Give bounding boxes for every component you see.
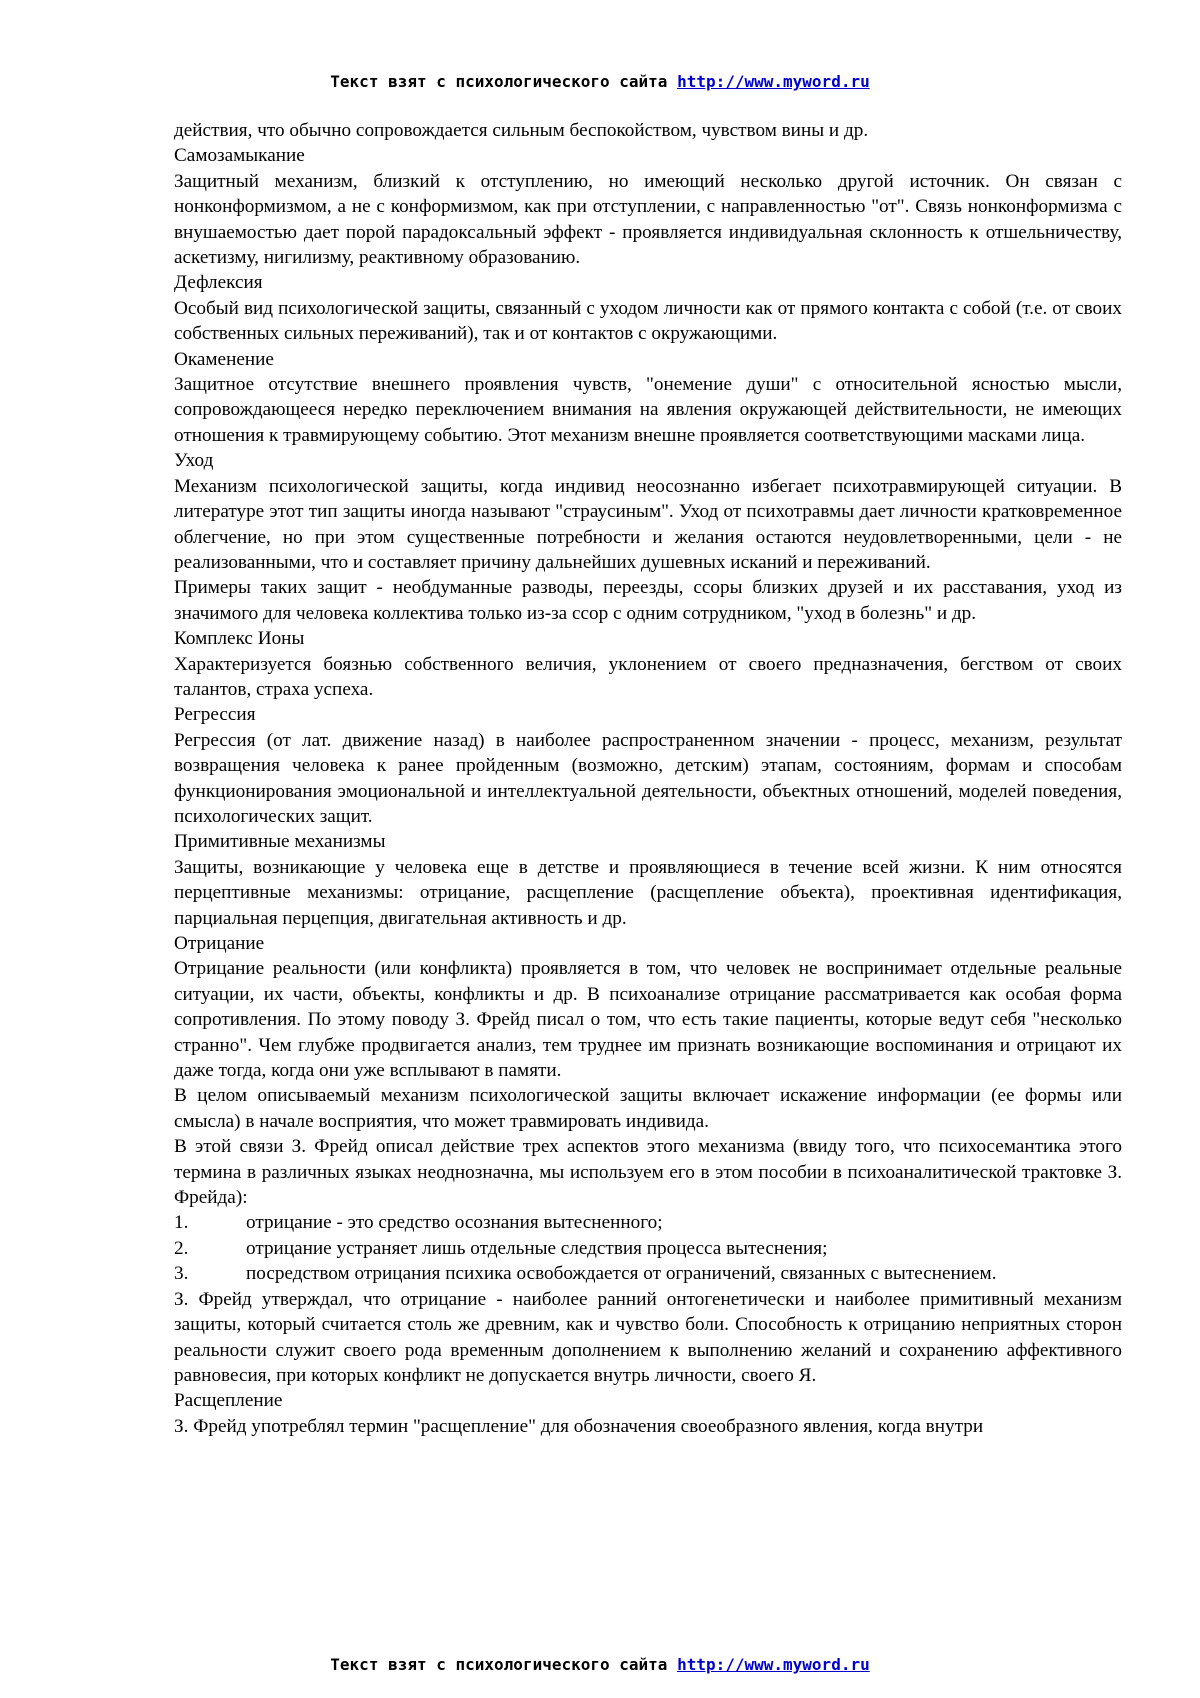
paragraph: В этой связи З. Фрейд описал действие трех аспектов этого механизма (ввиду того, что психосемантика этого термина в различных языках неоднозначна, мы используем его в этом пособии в психоаналитической трактовке З. Фрейда):	[174, 1136, 1122, 1209]
term-heading: Окаменение	[174, 348, 274, 370]
term-heading: Расщепление	[174, 1390, 283, 1412]
term-heading: Комплекс Ионы	[174, 628, 305, 650]
paragraph: Отрицание реальности (или конфликта) проявляется в том, что человек не воспринимает отдельные реальные ситуации, их части, объекты, конфликты и др. В психоанализе отрицание рассматривается как особая форма сопротивления. По этому поводу З. Фрейд писал о том, что есть такие пациенты, которые ведут себя "несколько странно". Чем глубже продвигается анализ, тем труднее им признать возникающие воспоминания и отрицают их даже тогда, когда они уже всплывают в памяти.	[174, 958, 1122, 1082]
term-heading: Дефлексия	[174, 272, 263, 294]
footer-link[interactable]: http://www.myword.ru	[677, 1655, 870, 1674]
paragraph: Примеры таких защит - необдуманные разводы, переезды, ссоры близких друзей и их расставания, уход из значимого для человека коллектива только из-за ссор с одним сотрудником, "уход в болезнь" и др.	[174, 577, 1122, 624]
paragraph: Характеризуется боязнью собственного величия, уклонением от своего предназначения, бегством от своих талантов, страха успеха.	[174, 653, 1122, 700]
list-item	[174, 1236, 1122, 1261]
list-item	[174, 1210, 1122, 1235]
footer-text: Текст взят с психологического сайта	[330, 1655, 678, 1674]
header-link[interactable]: http://www.myword.ru	[677, 72, 870, 91]
page-footer	[0, 1655, 1200, 1674]
paragraph: действия, что обычно сопровождается сильным беспокойством, чувством вины и др.	[174, 120, 869, 141]
paragraph: Защиты, возникающие у человека еще в детстве и проявляющиеся в течение всей жизни. К ним относятся перцептивные механизмы: отрицание, расщепление (расщепление объекта), проективная идентификация, парциальная перцепция, двигательная активность и др.	[174, 856, 1122, 929]
paragraph: Механизм психологической защиты, когда индивид неосознанно избегает психотравмирующей ситуации. В литературе этот тип защиты иногда называют "страусиным". Уход от психотравмы дает личности кратковременное облегчение, но при этом существенные потребности и желания остаются неудовлетворенными, цели - не реализованными, что и составляет причину дальнейших душевных исканий и переживаний.	[174, 475, 1122, 573]
document-body	[174, 118, 1122, 1439]
list-item-number: 1.	[174, 1212, 189, 1234]
term-heading: Самозамыкание	[174, 145, 305, 167]
term-heading: Уход	[174, 450, 214, 472]
paragraph: Защитное отсутствие внешнего проявления чувств, "онемение души" с относительной ясностью мысли, сопровождающееся нередко переключением внимания на явления окружающей действительности, не имеющих отношения к травмирующему событию. Этот механизм внешне проявляется соответствующими масками лица.	[174, 374, 1122, 446]
header-text: Текст взят с психологического сайта	[330, 72, 678, 91]
paragraph: Защитный механизм, близкий к отступлению, но имеющий несколько другой источник. Он связан с нонконформизмом, а не с конформизмом, как при отступлении, с направленностью "от". Связь нонконформизма с внушаемостью дает порой парадоксальный эффект - проявляется индивидуальная склонность к отшельничеству, аскетизму, нигилизму, реактивному образованию.	[174, 170, 1122, 269]
list-item-number: 3.	[174, 1263, 189, 1285]
paragraph: Регрессия (от лат. движение назад) в наиболее распространенном значении - процесс, механизм, результат возвращения человека к ранее пройденным (возможно, детским) этапам, состояниям, формам и способам функционирования эмоциональной и интеллектуальной деятельности, объектных отношений, моделей поведения, психологических защит.	[174, 729, 1122, 827]
paragraph: Особый вид психологической защиты, связанный с уходом личности как от прямого контакта с собой (т.е. от своих собственных сильных переживаний), так и от контактов с окружающими.	[174, 297, 1122, 345]
term-heading: Примитивные механизмы	[174, 831, 386, 853]
term-heading: Регрессия	[174, 704, 256, 726]
list-item	[174, 1261, 1122, 1286]
list-item-number: 2.	[174, 1237, 189, 1259]
term-heading: Отрицание	[174, 933, 265, 954]
list-item-text: посредством отрицания психика освобождается от ограничений, связанных с вытеснением.	[246, 1263, 997, 1285]
paragraph: З. Фрейд употреблял термин "расщепление" для обозначения своеобразного явления, когда внутри	[174, 1415, 984, 1437]
paragraph: З. Фрейд утверждал, что отрицание - наиболее ранний онтогенетически и наиболее примитивный механизм защиты, который считается столь же древним, как и чувство боли. Способность к отрицанию неприятных сторон реальности служит своего рода временным дополнением к выполнению желаний и сохранению аффективного равновесия, при которых конфликт не допускается внутрь личности, своего Я.	[174, 1288, 1122, 1386]
paragraph: В целом описываемый механизм психологической защиты включает искажение информации (ее формы или смысла) в начале восприятия, что может травмировать индивида.	[174, 1085, 1122, 1132]
list-item-text: отрицание - это средство осознания вытесненного;	[246, 1212, 663, 1234]
list-item-text: отрицание устраняет лишь отдельные следствия процесса вытеснения;	[246, 1237, 828, 1259]
page-header	[0, 72, 1200, 91]
